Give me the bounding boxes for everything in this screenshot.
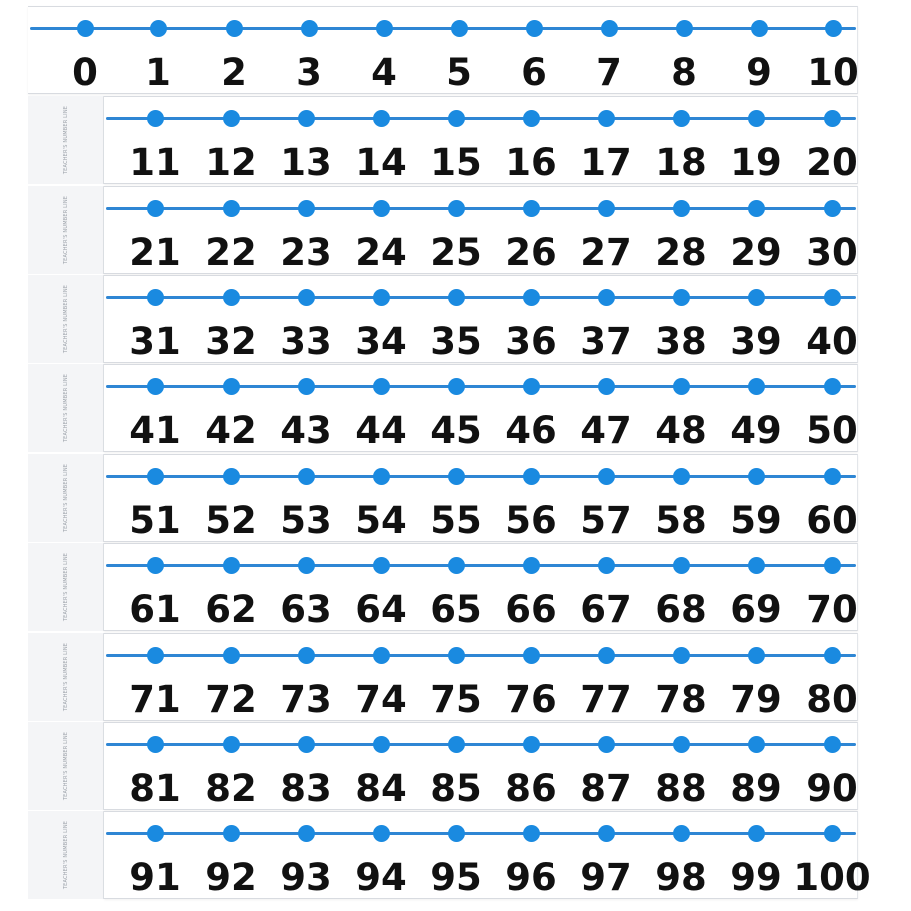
numeral-label: 80	[806, 678, 858, 721]
numeral-label: 92	[205, 856, 257, 899]
tick-dot	[298, 200, 315, 217]
tick-dot	[523, 289, 540, 306]
tick-dot	[223, 200, 240, 217]
tick-dot	[748, 378, 765, 395]
numeral-label: 27	[580, 231, 632, 274]
tick-dot	[150, 20, 167, 37]
tick-dot	[673, 468, 690, 485]
tick-dot	[147, 200, 164, 217]
numeral-label: 64	[355, 588, 407, 631]
tick-dot	[373, 647, 390, 664]
tick-dot	[673, 557, 690, 574]
tick-dot	[223, 825, 240, 842]
tick-dot	[748, 736, 765, 753]
numeral-label: 96	[505, 856, 557, 899]
tick-dot	[448, 110, 465, 127]
tick-dot	[147, 736, 164, 753]
tick-dot	[824, 557, 841, 574]
numeral-label: 25	[430, 231, 482, 274]
numeral-label: 73	[280, 678, 332, 721]
tick-dot	[373, 110, 390, 127]
number-line-axis	[106, 207, 856, 210]
numeral-label: 21	[129, 231, 181, 274]
strip-tab	[28, 543, 104, 631]
strip-tab-label: TEACHER'S NUMBER LINE	[62, 195, 69, 265]
tick-dot	[147, 378, 164, 395]
numeral-label: 75	[430, 678, 482, 721]
tick-dot	[448, 378, 465, 395]
tick-dot	[373, 557, 390, 574]
tick-dot	[673, 736, 690, 753]
strip-tab	[28, 96, 104, 184]
numeral-label: 44	[355, 409, 407, 452]
numeral-label: 19	[730, 141, 782, 184]
strip-tab-label: TEACHER'S NUMBER LINE	[62, 731, 69, 801]
numeral-label: 12	[205, 141, 257, 184]
numeral-label: 42	[205, 409, 257, 452]
tick-dot	[676, 20, 693, 37]
numeral-label: 38	[655, 320, 707, 363]
tick-dot	[523, 110, 540, 127]
tick-dot	[748, 110, 765, 127]
tick-dot	[376, 20, 393, 37]
tick-dot	[748, 825, 765, 842]
tick-dot	[598, 825, 615, 842]
tick-dot	[598, 378, 615, 395]
number-line-axis	[106, 743, 856, 746]
tick-dot	[673, 647, 690, 664]
tick-dot	[824, 110, 841, 127]
tick-dot	[298, 557, 315, 574]
numeral-label: 6	[521, 51, 547, 94]
numeral-label: 82	[205, 767, 257, 810]
tick-dot	[223, 468, 240, 485]
numeral-label: 18	[655, 141, 707, 184]
strip-tab	[28, 364, 104, 452]
strip-tab-label: TEACHER'S NUMBER LINE	[62, 373, 69, 443]
tick-dot	[824, 736, 841, 753]
tick-dot	[223, 736, 240, 753]
tick-dot	[673, 825, 690, 842]
strip-tab-label: TEACHER'S NUMBER LINE	[62, 820, 69, 890]
tick-dot	[673, 289, 690, 306]
tick-dot	[448, 468, 465, 485]
numeral-label: 77	[580, 678, 632, 721]
number-line-axis	[106, 117, 856, 120]
strip-tab	[28, 454, 104, 542]
numeral-label: 91	[129, 856, 181, 899]
numeral-label: 90	[806, 767, 858, 810]
tick-dot	[523, 200, 540, 217]
numeral-label: 94	[355, 856, 407, 899]
numeral-label: 60	[806, 499, 858, 542]
tick-dot	[598, 647, 615, 664]
tick-dot	[298, 647, 315, 664]
numeral-label: 7	[596, 51, 622, 94]
tick-dot	[825, 20, 842, 37]
tick-dot	[748, 289, 765, 306]
numeral-label: 84	[355, 767, 407, 810]
numeral-label: 14	[355, 141, 407, 184]
tick-dot	[523, 468, 540, 485]
numeral-label: 4	[371, 51, 397, 94]
tick-dot	[223, 289, 240, 306]
tick-dot	[147, 468, 164, 485]
tick-dot	[448, 289, 465, 306]
numeral-label: 32	[205, 320, 257, 363]
tick-dot	[298, 468, 315, 485]
numeral-label: 81	[129, 767, 181, 810]
numeral-label: 15	[430, 141, 482, 184]
numeral-label: 93	[280, 856, 332, 899]
tick-dot	[598, 200, 615, 217]
tick-dot	[748, 647, 765, 664]
number-line-axis	[106, 296, 856, 299]
number-line-axis	[106, 475, 856, 478]
numeral-label: 52	[205, 499, 257, 542]
numeral-label: 57	[580, 499, 632, 542]
numeral-label: 8	[671, 51, 697, 94]
tick-dot	[748, 468, 765, 485]
numeral-label: 34	[355, 320, 407, 363]
numeral-label: 31	[129, 320, 181, 363]
numeral-label: 97	[580, 856, 632, 899]
strip-tab-label: TEACHER'S NUMBER LINE	[62, 642, 69, 712]
strip-tab	[28, 722, 104, 810]
numeral-label: 26	[505, 231, 557, 274]
tick-dot	[598, 468, 615, 485]
numeral-label: 2	[221, 51, 247, 94]
numeral-label: 16	[505, 141, 557, 184]
tick-dot	[298, 825, 315, 842]
numeral-label: 17	[580, 141, 632, 184]
numeral-label: 54	[355, 499, 407, 542]
tick-dot	[523, 647, 540, 664]
numeral-label: 85	[430, 767, 482, 810]
numeral-label: 50	[806, 409, 858, 452]
number-line-axis	[106, 654, 856, 657]
tick-dot	[598, 736, 615, 753]
tick-dot	[373, 289, 390, 306]
strip-tab	[28, 633, 104, 721]
numeral-label: 30	[806, 231, 858, 274]
tick-dot	[523, 557, 540, 574]
tick-dot	[523, 378, 540, 395]
numeral-label: 28	[655, 231, 707, 274]
tick-dot	[451, 20, 468, 37]
numeral-label: 47	[580, 409, 632, 452]
numeral-label: 88	[655, 767, 707, 810]
tick-dot	[751, 20, 768, 37]
numeral-label: 56	[505, 499, 557, 542]
tick-dot	[223, 378, 240, 395]
tick-dot	[523, 736, 540, 753]
numeral-label: 55	[430, 499, 482, 542]
tick-dot	[824, 289, 841, 306]
tick-dot	[824, 825, 841, 842]
tick-dot	[298, 378, 315, 395]
numeral-label: 23	[280, 231, 332, 274]
tick-dot	[226, 20, 243, 37]
tick-dot	[147, 647, 164, 664]
numeral-label: 35	[430, 320, 482, 363]
tick-dot	[298, 736, 315, 753]
strip-tab-label: TEACHER'S NUMBER LINE	[62, 463, 69, 533]
numeral-label: 48	[655, 409, 707, 452]
tick-dot	[448, 200, 465, 217]
tick-dot	[598, 110, 615, 127]
strip-tab	[28, 275, 104, 363]
strip-tab	[28, 186, 104, 274]
tick-dot	[601, 20, 618, 37]
numeral-label: 66	[505, 588, 557, 631]
tick-dot	[373, 378, 390, 395]
numeral-label: 63	[280, 588, 332, 631]
numeral-label: 0	[72, 51, 98, 94]
tick-dot	[748, 557, 765, 574]
numeral-label: 70	[806, 588, 858, 631]
numeral-label: 51	[129, 499, 181, 542]
strip-tab-label: TEACHER'S NUMBER LINE	[62, 105, 69, 175]
numeral-label: 49	[730, 409, 782, 452]
number-line-axis	[106, 832, 856, 835]
tick-dot	[147, 289, 164, 306]
strip-tab-label: TEACHER'S NUMBER LINE	[62, 552, 69, 622]
numeral-label: 78	[655, 678, 707, 721]
strip-tab	[28, 811, 104, 899]
number-line-axis	[106, 564, 856, 567]
numeral-label: 29	[730, 231, 782, 274]
strip-tab-label: TEACHER'S NUMBER LINE	[62, 284, 69, 354]
tick-dot	[598, 557, 615, 574]
numeral-label: 62	[205, 588, 257, 631]
tick-dot	[523, 825, 540, 842]
numeral-label: 9	[746, 51, 772, 94]
numeral-label: 41	[129, 409, 181, 452]
numeral-label: 79	[730, 678, 782, 721]
numeral-label: 83	[280, 767, 332, 810]
numeral-label: 36	[505, 320, 557, 363]
numeral-label: 89	[730, 767, 782, 810]
numeral-label: 99	[730, 856, 782, 899]
numeral-label: 1	[145, 51, 171, 94]
tick-dot	[373, 468, 390, 485]
numeral-label: 87	[580, 767, 632, 810]
numeral-label: 98	[655, 856, 707, 899]
numeral-label: 20	[806, 141, 858, 184]
numeral-label: 67	[580, 588, 632, 631]
tick-dot	[824, 378, 841, 395]
tick-dot	[448, 647, 465, 664]
numeral-label: 3	[296, 51, 322, 94]
numeral-label: 59	[730, 499, 782, 542]
tick-dot	[448, 736, 465, 753]
tick-dot	[598, 289, 615, 306]
numeral-label: 37	[580, 320, 632, 363]
tick-dot	[526, 20, 543, 37]
tick-dot	[824, 200, 841, 217]
numeral-label: 71	[129, 678, 181, 721]
tick-dot	[673, 378, 690, 395]
numeral-label: 11	[129, 141, 181, 184]
numeral-label: 24	[355, 231, 407, 274]
numeral-label: 40	[806, 320, 858, 363]
tick-dot	[223, 110, 240, 127]
tick-dot	[301, 20, 318, 37]
tick-dot	[373, 736, 390, 753]
numeral-label: 95	[430, 856, 482, 899]
numeral-label: 10	[807, 51, 859, 94]
tick-dot	[448, 557, 465, 574]
tick-dot	[147, 825, 164, 842]
tick-dot	[673, 110, 690, 127]
numeral-label: 13	[280, 141, 332, 184]
tick-dot	[298, 110, 315, 127]
numeral-label: 86	[505, 767, 557, 810]
tick-dot	[298, 289, 315, 306]
tick-dot	[673, 200, 690, 217]
numeral-label: 74	[355, 678, 407, 721]
numeral-label: 72	[205, 678, 257, 721]
numeral-label: 100	[793, 856, 871, 899]
tick-dot	[147, 557, 164, 574]
numeral-label: 5	[446, 51, 472, 94]
tick-dot	[824, 468, 841, 485]
tick-dot	[223, 557, 240, 574]
tick-dot	[448, 825, 465, 842]
numeral-label: 53	[280, 499, 332, 542]
tick-dot	[824, 647, 841, 664]
numeral-label: 33	[280, 320, 332, 363]
tick-dot	[223, 647, 240, 664]
numeral-label: 39	[730, 320, 782, 363]
numeral-label: 22	[205, 231, 257, 274]
numeral-label: 65	[430, 588, 482, 631]
tick-dot	[147, 110, 164, 127]
number-line-axis	[106, 385, 856, 388]
tick-dot	[748, 200, 765, 217]
numeral-label: 45	[430, 409, 482, 452]
numeral-label: 69	[730, 588, 782, 631]
numeral-label: 46	[505, 409, 557, 452]
numeral-label: 43	[280, 409, 332, 452]
numeral-label: 58	[655, 499, 707, 542]
tick-dot	[373, 825, 390, 842]
numeral-label: 61	[129, 588, 181, 631]
numeral-label: 68	[655, 588, 707, 631]
tick-dot	[77, 20, 94, 37]
numeral-label: 76	[505, 678, 557, 721]
tick-dot	[373, 200, 390, 217]
